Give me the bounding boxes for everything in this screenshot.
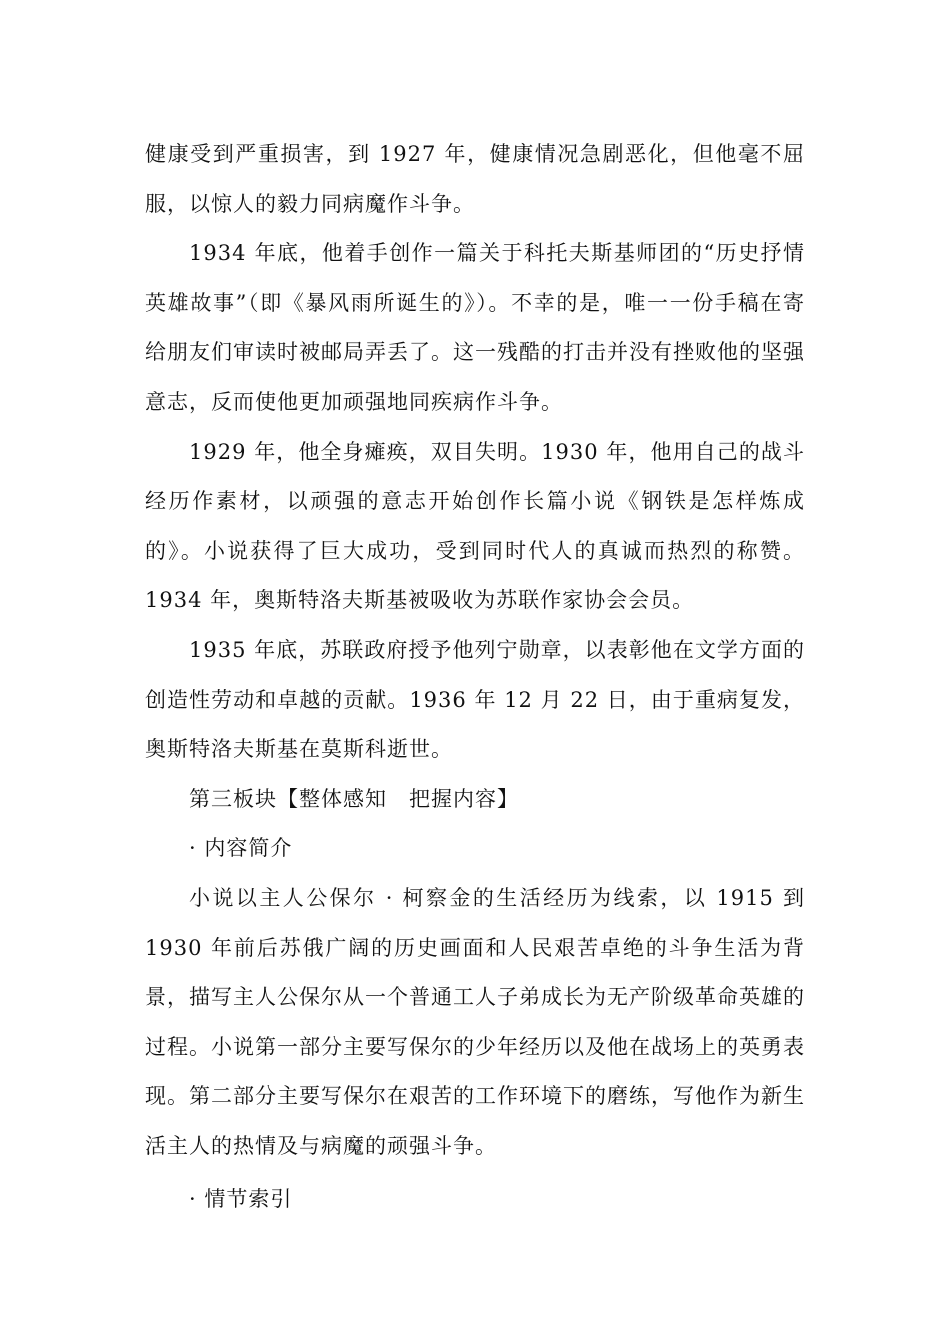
- section-heading: 第三板块【整体感知 把握内容】: [189, 786, 519, 811]
- subheading-plot: · 情节索引: [189, 1187, 293, 1212]
- document-body: [145, 130, 805, 1225]
- paragraph-health: 健康受到严重损害，到 1927 年，健康情况急剧恶化，但他毫不屈服，以惊人的毅力同病魔作斗争。: [145, 142, 805, 216]
- paragraph-manuscript: 1934 年底，他着手创作一篇关于科托夫斯基师团的“历史抒情英雄故事”（即《暴风雨所诞生的》）。不幸的是，唯一一份手稿在寄给朋友们审读时被邮局弄丢了。这一残酷的打击并没有挫败他的坚强意志，反而使他更加顽强地同疾病作斗争。: [145, 241, 805, 414]
- paragraph-intro: 小说以主人公保尔 · 柯察金的生活经历为线索，以 1915 到 1930 年前后苏俄广阔的历史画面和人民艰苦卓绝的斗争生活为背景，描写主人公保尔从一个普通工人子弟成长为无产阶级革命英雄的过程。小说第一部分主要写保尔的少年经历以及他在战场上的英勇表现。第二部分主要写保尔在艰苦的工作环境下的磨练，写他作为新生活主人的热情及与病魔的顽强斗争。: [145, 885, 805, 1158]
- paragraph-novel: 1929 年，他全身瘫痪，双目失明。1930 年，他用自己的战斗经历作素材，以顽强的意志开始创作长篇小说《钢铁是怎样炼成的》。小说获得了巨大成功，受到同时代人的真诚而热烈的称赞。1934 年，奥斯特洛夫斯基被吸收为苏联作家协会会员。: [145, 439, 805, 613]
- subheading-intro: · 内容简介: [189, 836, 293, 861]
- paragraph-death: 1935 年底，苏联政府授予他列宁勋章，以表彰他在文学方面的创造性劳动和卓越的贡献。1936 年 12 月 22 日，由于重病复发，奥斯特洛夫斯基在莫斯科逝世。: [145, 637, 805, 762]
